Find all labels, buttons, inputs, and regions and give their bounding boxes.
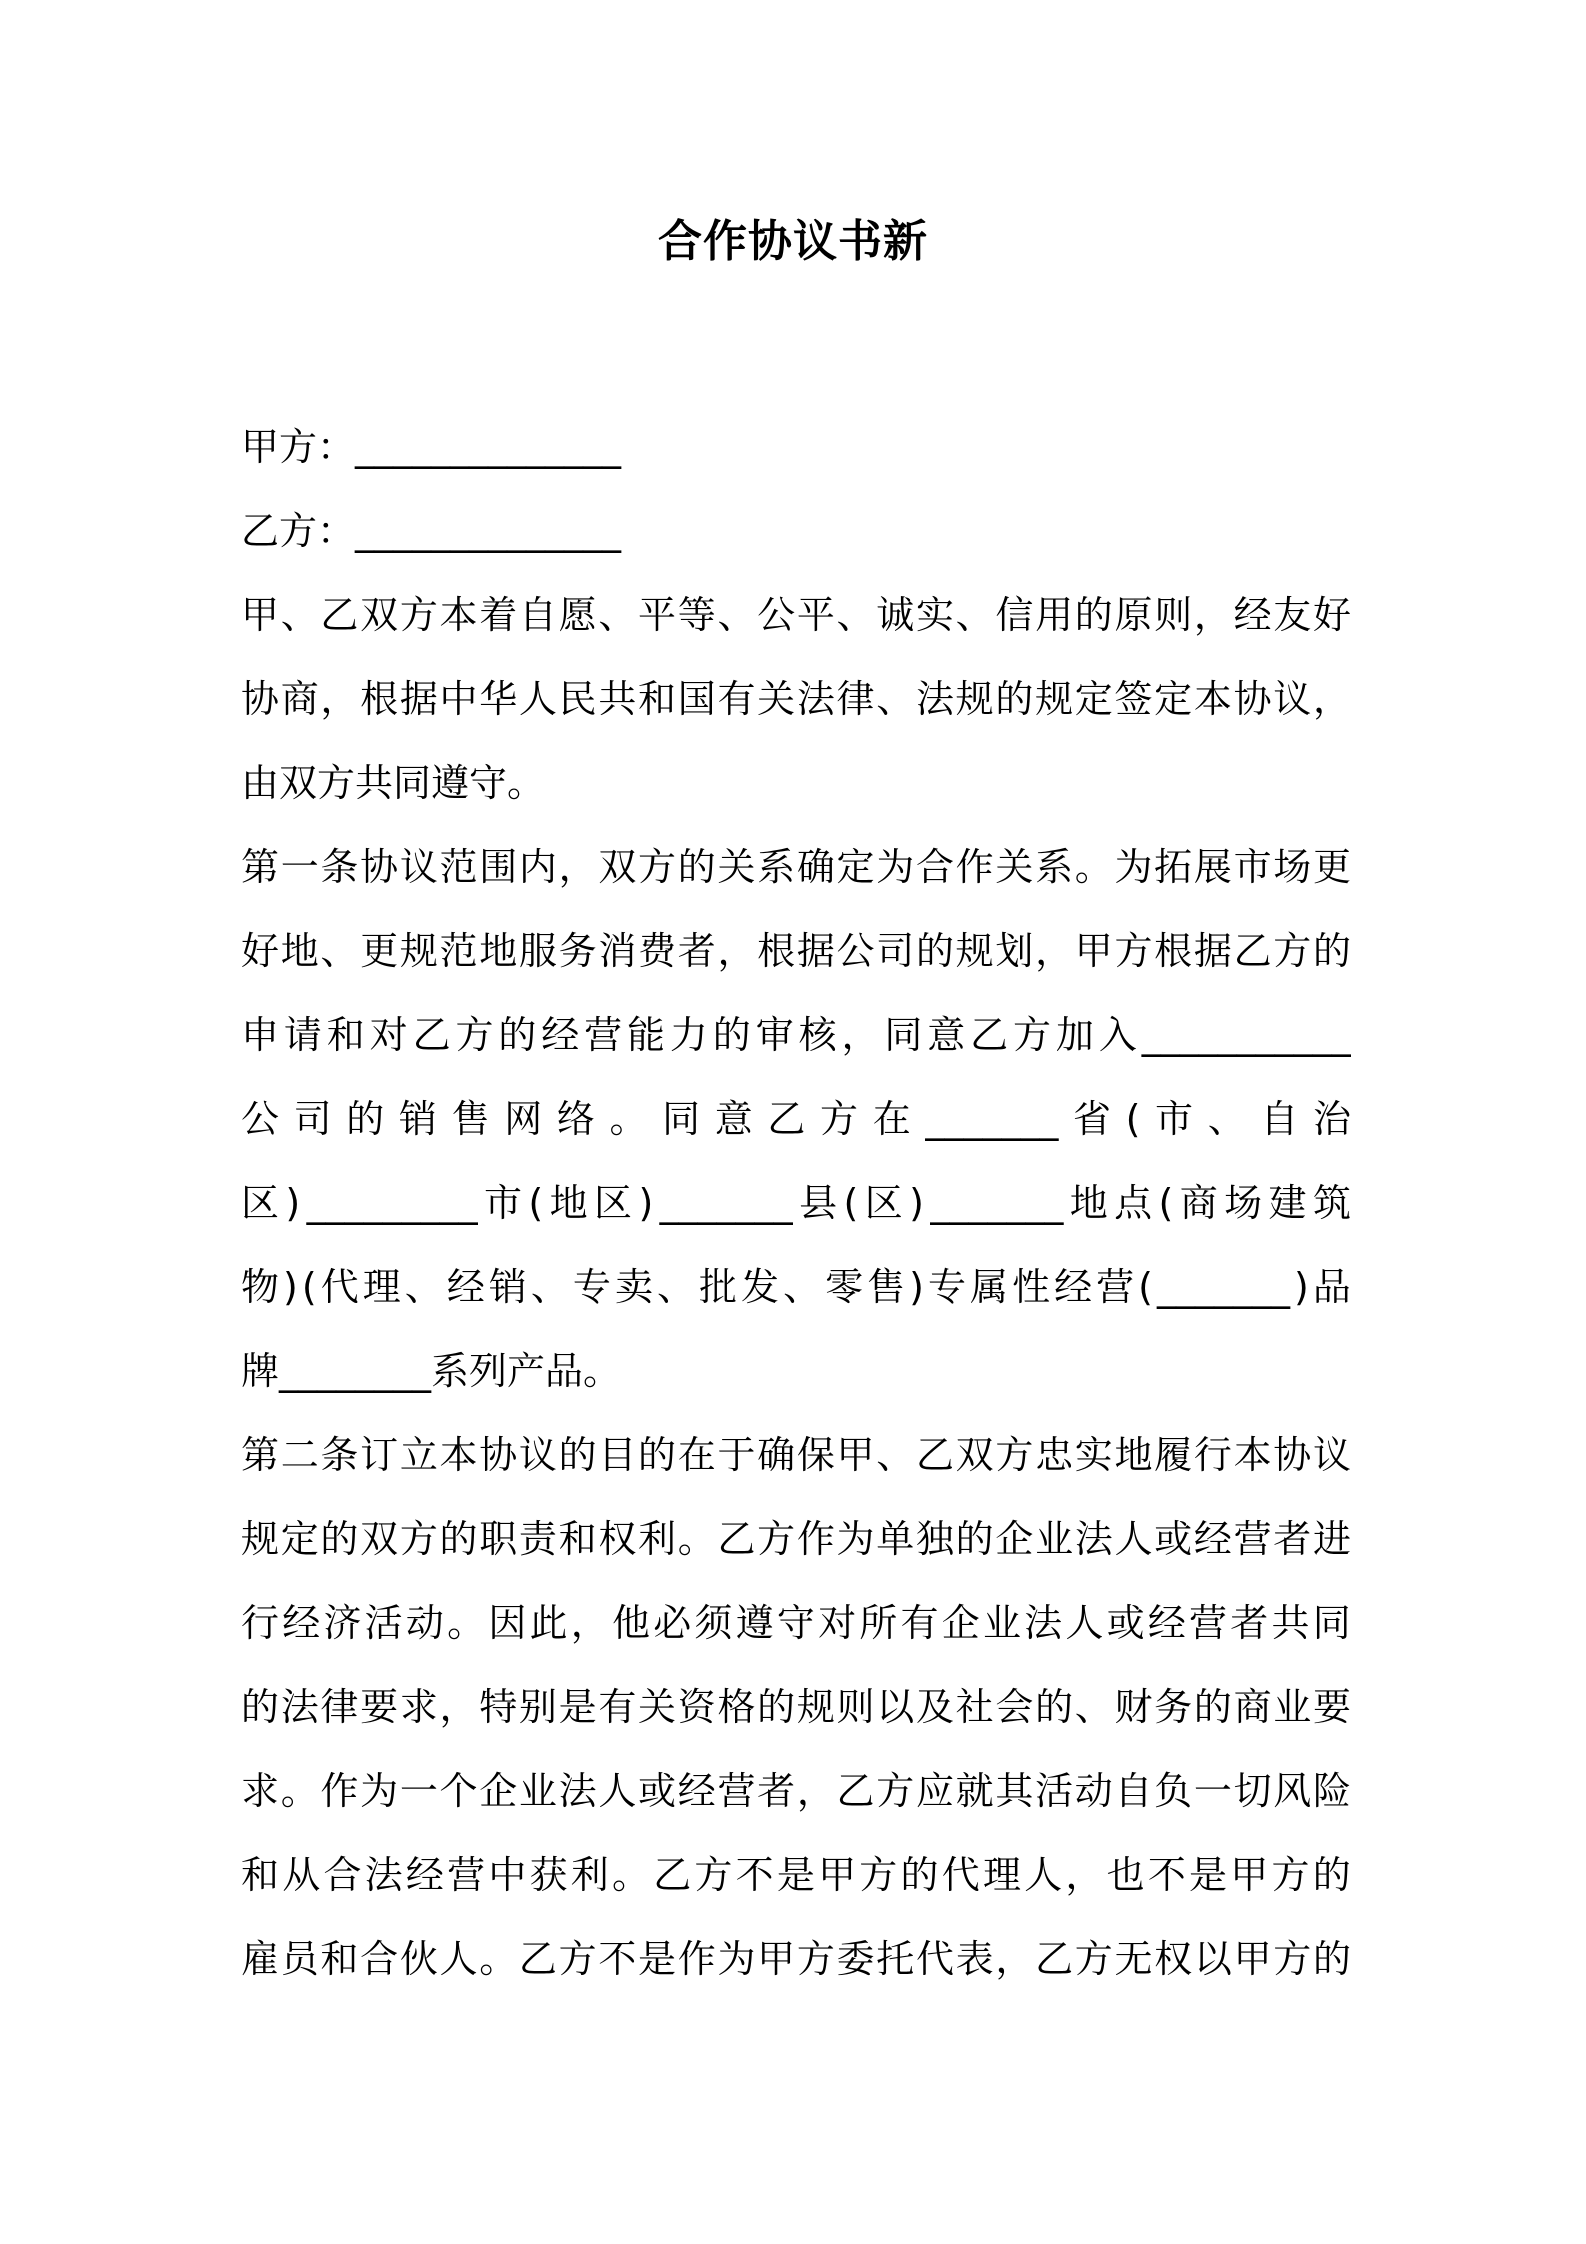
document-title: 合作协议书新: [658, 216, 928, 267]
text-line: 牌________系列产品。: [241, 1349, 622, 1393]
text-line: 第 二 条 订 立 本 协 议 的 目 的 在 于 确 保 甲 、 乙 双 方 忠 实 地 履 行 本 协 议: [241, 1433, 1351, 1477]
text-line: 规 定 的 双 方 的 职 责 和 权 利 。 乙 方 作 为 单 独 的 企 业 法 人 或 经 营 者 进: [241, 1517, 1351, 1561]
text-line: 公 司 的 销 售 网 络 。 同 意 乙 方 在 _______ 省 ( 市 、 自 治: [241, 1097, 1351, 1141]
text-line: 甲 、 乙 双 方 本 着 自 愿 、 平 等 、 公 平 、 诚 实 、 信 用 的 原 则 ， 经 友 好: [241, 593, 1351, 637]
text-line: 求 。 作 为 一 个 企 业 法 人 或 经 营 者 ， 乙 方 应 就 其 活 动 自 负 一 切 风 险: [241, 1769, 1351, 1813]
text-line: 行 经 济 活 动 。 因 此 ， 他 必 须 遵 守 对 所 有 企 业 法 人 或 经 营 者 共 同: [241, 1601, 1351, 1645]
text-line: 区 ) _________ 市 ( 地 区 ) _______ 县 ( 区 ) _______ 地 点 ( 商 场 建 筑: [241, 1181, 1351, 1225]
text-line: 的 法 律 要 求 ， 特 别 是 有 关 资 格 的 规 则 以 及 社 会 的 、 财 务 的 商 业 要: [241, 1685, 1351, 1729]
text-line: 甲方：______________: [241, 425, 622, 469]
text-line: 协 商 ， 根 据 中 华 人 民 共 和 国 有 关 法 律 、 法 规 的 规 定 签 定 本 协 议 ，: [241, 677, 1351, 721]
text-line: 第 一 条 协 议 范 围 内 ， 双 方 的 关 系 确 定 为 合 作 关 系 。 为 拓 展 市 场 更: [241, 845, 1351, 889]
text-line: 物 ) ( 代 理 、 经 销 、 专 卖 、 批 发 、 零 售 ) 专 属 性 经 营 ( _______ ) 品: [241, 1265, 1351, 1309]
text-line: 和 从 合 法 经 营 中 获 利 。 乙 方 不 是 甲 方 的 代 理 人 ， 也 不 是 甲 方 的: [241, 1853, 1351, 1897]
document-body: [241, 405, 1351, 2001]
text-line: 好 地 、 更 规 范 地 服 务 消 费 者 ， 根 据 公 司 的 规 划 ， 甲 方 根 据 乙 方 的: [241, 929, 1351, 973]
text-line: 由双方共同遵守。: [241, 761, 546, 805]
text-line: 乙方：______________: [241, 509, 622, 553]
text-line: 雇 员 和 合 伙 人 。 乙 方 不 是 作 为 甲 方 委 托 代 表 ， 乙 方 无 权 以 甲 方 的: [241, 1937, 1351, 1981]
text-line: 申 请 和 对 乙 方 的 经 营 能 力 的 审 核 ， 同 意 乙 方 加 入 ___________: [241, 1013, 1351, 1057]
